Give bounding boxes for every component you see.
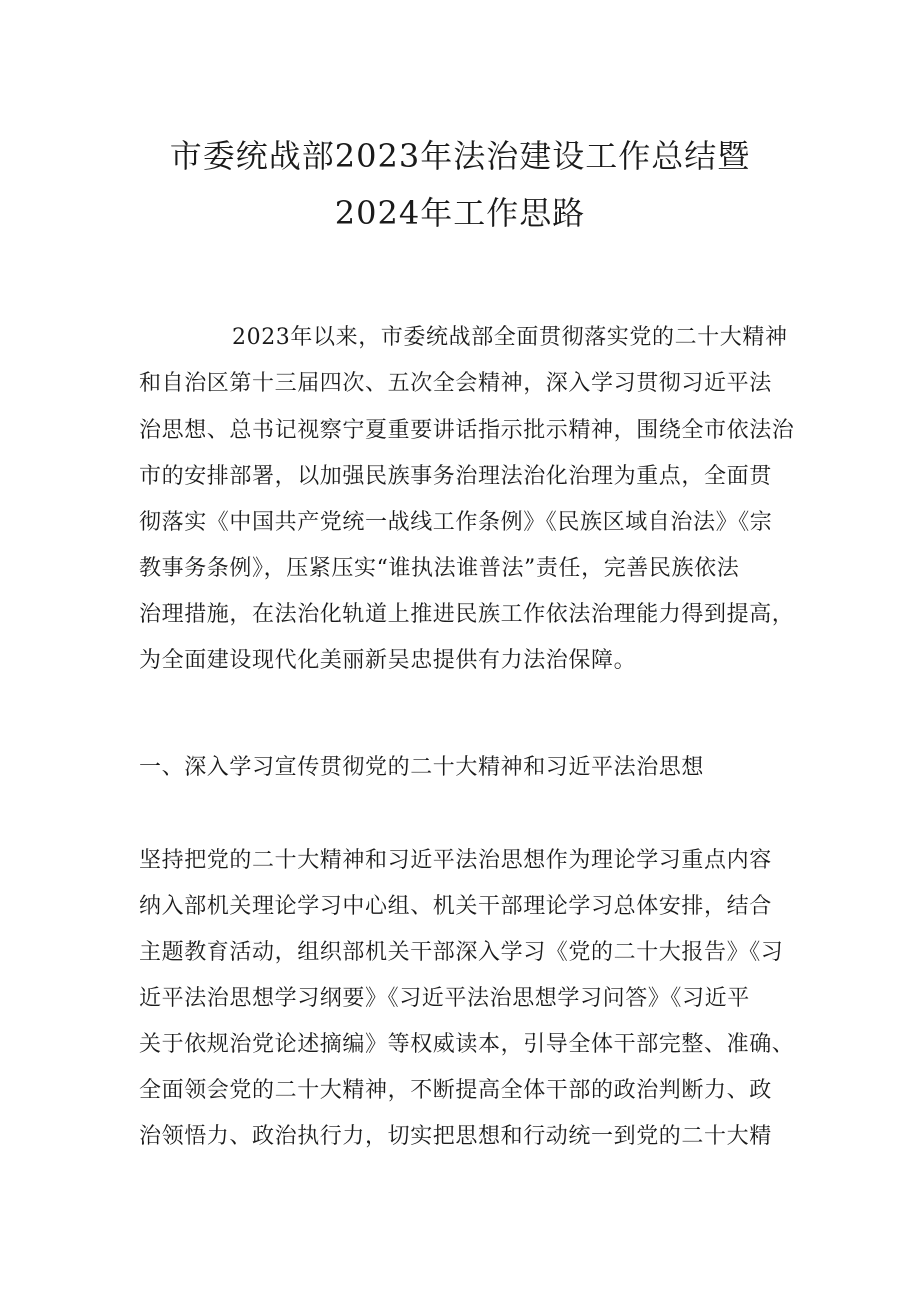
intro-line: 为全面建设现代化美丽新吴忠提供有力法治保障。 [139, 648, 637, 673]
intro-line: 治思想、总书记视察宁夏重要讲话指示批示精神，围绕全市依法治 [139, 418, 795, 443]
intro-line: 教事务条例》，压紧压实“谁执法谁普法”责任，完善民族依法 [139, 556, 740, 581]
section-line: 主题教育活动，组织部机关干部深入学习《党的二十大报告》《习 [139, 940, 784, 965]
intro-line: 市的安排部署，以加强民族事务治理法治化治理为重点，全面贯 [139, 464, 772, 489]
section-line: 关于依规治党论述摘编》等权威读本，引导全体干部完整、准确、 [139, 1032, 795, 1057]
intro-line: 和自治区第十三届四次、五次全会精神，深入学习贯彻习近平法 [139, 371, 772, 396]
document-title-line-1: 市委统战部2023年法治建设工作总结暨 [169, 137, 751, 175]
section-heading: 一、深入学习宣传贯彻党的二十大精神和习近平法治思想 [139, 755, 705, 780]
section-line: 全面领会党的二十大精神，不断提高全体干部的政治判断力、政 [139, 1078, 772, 1103]
document-title-line-2: 2024年工作思路 [334, 194, 586, 232]
section-line: 治领悟力、政治执行力，切实把思想和行动统一到党的二十大精 [139, 1124, 772, 1149]
intro-line: 治理措施，在法治化轨道上推进民族工作依法治理能力得到提高， [139, 602, 795, 627]
intro-line: 2023年以来，市委统战部全面贯彻落实党的二十大精神 [232, 325, 788, 350]
intro-line: 彻落实《中国共产党统一战线工作条例》《民族区域自治法》《宗 [139, 510, 773, 535]
section-line: 近平法治思想学习纲要》《习近平法治思想学习问答》《习近平 [139, 986, 750, 1011]
section-line: 纳入部机关理论学习中心组、机关干部理论学习总体安排，结合 [139, 894, 772, 919]
section-line: 坚持把党的二十大精神和习近平法治思想作为理论学习重点内容 [139, 848, 772, 873]
